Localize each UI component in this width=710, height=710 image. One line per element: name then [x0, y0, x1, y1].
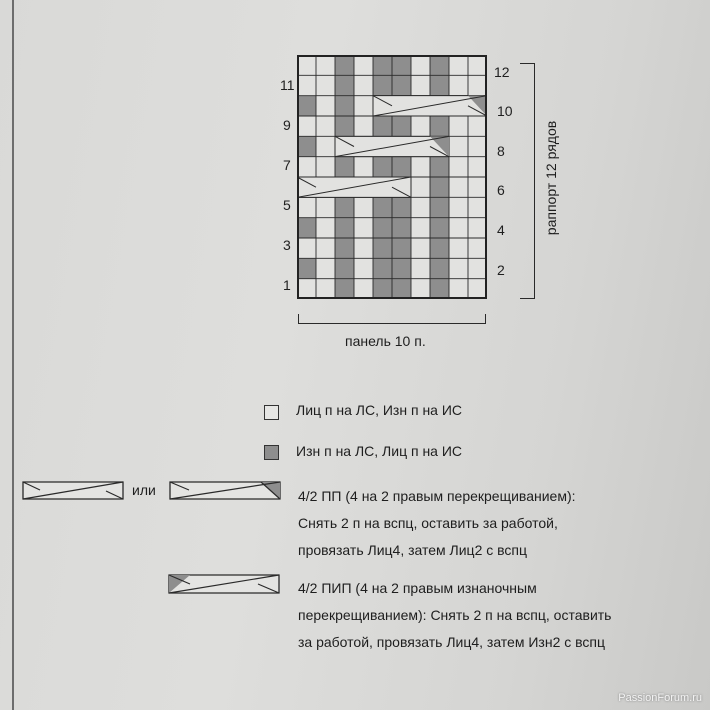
purl-cell	[430, 75, 449, 95]
repeat-label: раппорт 12 рядов	[543, 120, 559, 236]
repeat-bracket	[520, 63, 535, 299]
row-number-5: 5	[283, 197, 291, 213]
purl-cell	[335, 157, 354, 177]
purl-cell	[430, 279, 449, 299]
cross-right-legend	[298, 483, 576, 564]
row-number-11: 11	[280, 77, 295, 93]
purl-cell	[373, 157, 392, 177]
purl-cell	[430, 55, 449, 75]
purl-cell	[373, 197, 392, 217]
purl-cell	[335, 258, 354, 278]
cross-right-purl-line-3: за работой, провязать Лиц4, затем Изн2 с вспц	[298, 634, 606, 650]
purl-symbol	[264, 445, 279, 460]
purl-cell	[430, 218, 449, 238]
purl-cell	[392, 55, 411, 75]
panel-bracket	[298, 314, 486, 324]
purl-cell	[335, 238, 354, 258]
purl-cell	[335, 75, 354, 95]
cross-right-symbol-shaded	[169, 481, 281, 500]
purl-cell	[373, 116, 392, 136]
cross-right-purl-legend	[298, 575, 611, 656]
purl-cell	[392, 279, 411, 299]
cross-right-line-2: Снять 2 п на вспц, оставить за работой,	[298, 515, 558, 531]
purl-cell	[392, 75, 411, 95]
purl-cell	[335, 197, 354, 217]
knit-legend-text: Лиц п на ЛС, Изн п на ИС	[296, 402, 463, 418]
purl-cell	[335, 96, 354, 116]
purl-cell	[373, 258, 392, 278]
purl-cell	[430, 197, 449, 217]
cross-right-symbol-plain	[22, 481, 124, 500]
purl-cell	[430, 157, 449, 177]
cross-right-line-1: 4/2 ПП (4 на 2 правым перекрещиванием):	[298, 488, 576, 504]
purl-legend-text: Изн п на ЛС, Лиц п на ИС	[296, 443, 463, 459]
purl-cell	[392, 258, 411, 278]
purl-cell	[335, 279, 354, 299]
panel-label: панель 10 п.	[345, 333, 426, 349]
purl-cell	[297, 218, 316, 238]
row-number-3: 3	[283, 237, 291, 253]
purl-cell	[373, 238, 392, 258]
purl-cell	[297, 96, 316, 116]
purl-cell	[430, 238, 449, 258]
page-edge	[12, 0, 14, 710]
row-number-8: 8	[497, 143, 505, 159]
row-number-1: 1	[283, 277, 291, 293]
purl-cell	[373, 55, 392, 75]
cross-right-purl-symbol	[168, 574, 280, 594]
purl-cell	[373, 279, 392, 299]
row-number-10: 10	[497, 103, 513, 119]
purl-cell	[430, 258, 449, 278]
purl-cell	[392, 197, 411, 217]
cross-right-purl-line-2: перекрещиванием): Снять 2 п на вспц, оставить	[298, 607, 612, 623]
knit-symbol	[264, 405, 279, 420]
purl-cell	[430, 116, 449, 136]
row-number-2: 2	[497, 262, 505, 278]
row-number-4: 4	[497, 222, 505, 238]
row-number-9: 9	[283, 117, 291, 133]
purl-cell	[430, 177, 449, 197]
row-number-6: 6	[497, 182, 505, 198]
purl-cell	[373, 218, 392, 238]
or-label: или	[132, 482, 156, 498]
row-number-7: 7	[283, 157, 291, 173]
purl-cell	[297, 258, 316, 278]
purl-cell	[297, 136, 316, 156]
purl-cell	[335, 55, 354, 75]
watermark: PassionForum.ru	[618, 692, 702, 704]
purl-cell	[392, 238, 411, 258]
row-number-12: 12	[494, 64, 510, 80]
purl-cell	[392, 218, 411, 238]
purl-cell	[373, 75, 392, 95]
purl-cell	[335, 218, 354, 238]
cross-right-line-3: провязать Лиц4, затем Лиц2 с вспц	[298, 542, 528, 558]
cross-right-purl-line-1: 4/2 ПИП (4 на 2 правым изнаночным	[298, 580, 537, 596]
purl-cell	[335, 116, 354, 136]
purl-cell	[392, 116, 411, 136]
knitting-chart	[297, 55, 487, 299]
purl-cell	[392, 157, 411, 177]
